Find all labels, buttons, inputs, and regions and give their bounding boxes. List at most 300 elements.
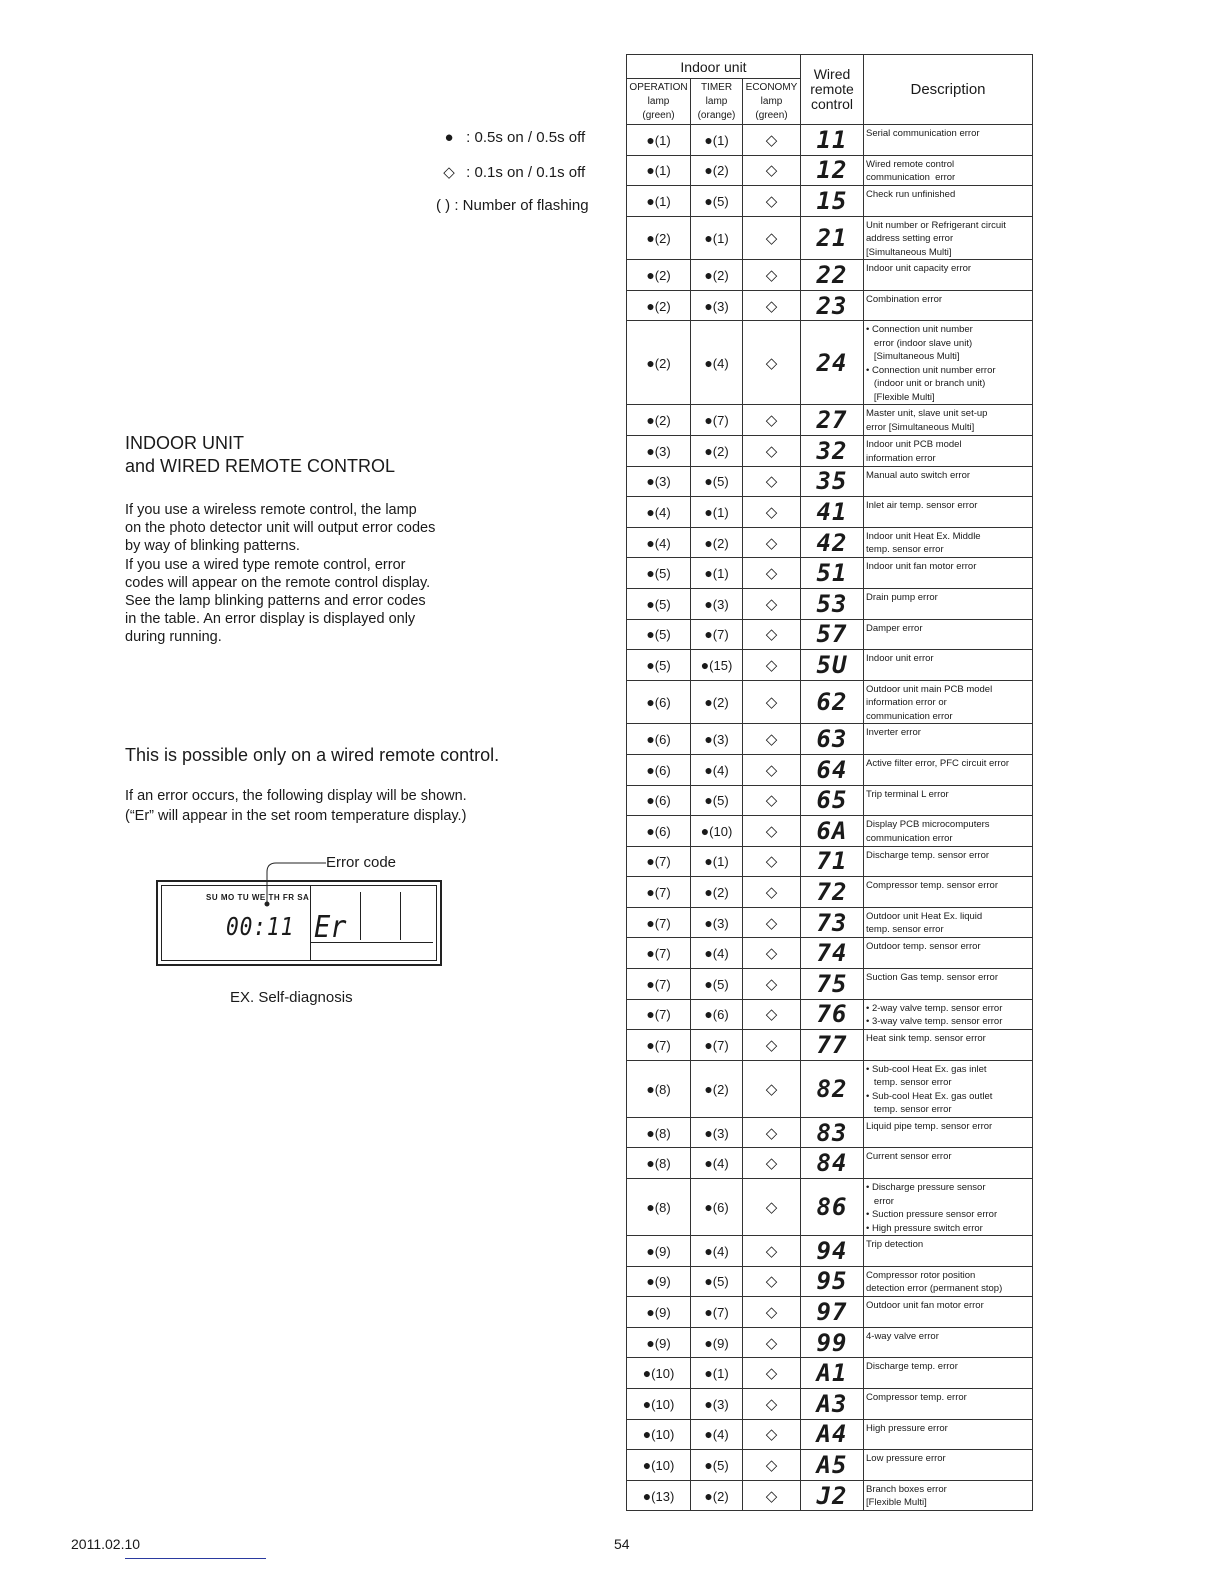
description-line: • Discharge pressure sensor [866, 1182, 986, 1194]
paragraph-line: during running. [125, 629, 222, 646]
diamond-icon: ◇ [765, 504, 778, 522]
timer-lamp-cell [691, 466, 743, 497]
filled-dot-icon: ● [646, 534, 655, 551]
operation-lamp-cell [627, 816, 691, 847]
description-cell [864, 1389, 1033, 1420]
header-line: (green) [642, 109, 675, 121]
diamond-icon: ◇ [765, 731, 778, 749]
diamond-icon: ◇ [765, 595, 778, 613]
economy-lamp-cell [743, 907, 801, 938]
error-code-cell: 21 [801, 216, 864, 260]
timer-lamp-cell [691, 999, 743, 1030]
flash-count: (5) [654, 658, 671, 674]
timer-lamp-cell [691, 155, 743, 186]
economy-lamp-cell [743, 1236, 801, 1267]
filled-dot-icon: ● [704, 1124, 713, 1141]
diamond-icon: ◇ [765, 1456, 778, 1474]
filled-dot-icon: ● [704, 1304, 713, 1321]
description-line: Heat sink temp. sensor error [866, 1033, 986, 1045]
diamond-icon: ◇ [765, 1037, 778, 1055]
operation-lamp-cell [627, 1327, 691, 1358]
filled-dot-icon: ● [700, 657, 710, 674]
description-cell [864, 754, 1033, 785]
table-row [627, 290, 1033, 321]
operation-lamp-cell [627, 405, 691, 436]
flash-count: (1) [712, 505, 729, 521]
economy-lamp-cell [743, 1389, 801, 1420]
filled-dot-icon: ● [704, 354, 713, 371]
timer-lamp-cell [691, 680, 743, 724]
description-line: Indoor unit error [866, 653, 934, 665]
timer-lamp-cell [691, 619, 743, 650]
economy-lamp-cell [743, 1297, 801, 1328]
table-row [627, 877, 1033, 908]
description-line: Suction Gas temp. sensor error [866, 972, 998, 984]
description-cell [864, 1358, 1033, 1389]
timer-lamp-cell [691, 125, 743, 156]
filled-dot-icon: ● [704, 412, 713, 429]
error-code-cell: 23 [801, 290, 864, 321]
economy-lamp-cell [743, 816, 801, 847]
description-cell [864, 938, 1033, 969]
description-cell [864, 558, 1033, 589]
description-cell [864, 290, 1033, 321]
filled-dot-icon: ● [646, 504, 655, 521]
diamond-icon: ◇ [765, 1006, 778, 1024]
legend-flash-fast [436, 163, 616, 181]
flash-count: (2) [654, 355, 671, 371]
filled-dot-icon: ● [704, 1426, 713, 1443]
economy-lamp-cell [743, 650, 801, 681]
filled-dot-icon: ● [704, 1334, 713, 1351]
description-line: temp. sensor error [866, 1077, 952, 1089]
error-code-cell: 74 [801, 938, 864, 969]
table-row [627, 1266, 1033, 1297]
operation-lamp-cell [627, 436, 691, 467]
diamond-icon: ◇ [765, 822, 778, 840]
economy-lamp-cell [743, 216, 801, 260]
operation-lamp-cell [627, 969, 691, 1000]
flash-count: (5) [712, 193, 729, 209]
description-cell [864, 680, 1033, 724]
description-cell [864, 816, 1033, 847]
filled-dot-icon: ● [646, 595, 655, 612]
description-line: error [Simultaneous Multi] [866, 421, 975, 433]
table-row [627, 1389, 1033, 1420]
filled-dot-icon: ● [704, 297, 713, 314]
economy-lamp-cell [743, 1450, 801, 1481]
flash-count: (9) [654, 1274, 671, 1290]
flash-count: (3) [654, 443, 671, 459]
economy-lamp-cell [743, 846, 801, 877]
flash-count: (7) [654, 946, 671, 962]
flash-count: (4) [654, 535, 671, 551]
economy-lamp-cell [743, 1030, 801, 1061]
economy-lamp-cell [743, 999, 801, 1030]
flash-count: (5) [712, 1457, 729, 1473]
filled-dot-icon: ● [704, 1273, 713, 1290]
flash-count: (4) [654, 505, 671, 521]
flash-count: (2) [712, 885, 729, 901]
diamond-icon: ◇ [765, 1487, 778, 1505]
filled-dot-icon: ● [646, 1242, 655, 1259]
description-line: Indoor unit capacity error [866, 263, 972, 275]
error-code-cell: 41 [801, 497, 864, 528]
lcd-divider [310, 942, 433, 943]
filled-dot-icon: ● [704, 1199, 713, 1216]
diamond-icon: ◇ [765, 945, 778, 963]
flash-count: (7) [654, 915, 671, 931]
filled-dot-icon: ● [646, 1080, 655, 1097]
operation-lamp-cell [627, 1480, 691, 1511]
error-code-cell: A4 [801, 1419, 864, 1450]
paragraph-line: by way of blinking patterns. [125, 538, 300, 555]
filled-dot-icon: ● [704, 1037, 713, 1054]
description-cell [864, 877, 1033, 908]
flash-count: (4) [712, 355, 729, 371]
error-code-cell: 84 [801, 1148, 864, 1179]
description-line: [Simultaneous Multi] [866, 246, 952, 258]
filled-dot-icon: ● [704, 565, 713, 582]
operation-lamp-cell [627, 155, 691, 186]
flash-count: (5) [712, 976, 729, 992]
description-cell [864, 785, 1033, 816]
flash-count: (7) [654, 1038, 671, 1054]
timer-lamp-cell [691, 877, 743, 908]
description-cell [864, 216, 1033, 260]
filled-dot-icon: ● [704, 504, 713, 521]
filled-dot-icon: ● [646, 626, 655, 643]
flash-count: (7) [654, 1007, 671, 1023]
description-cell [864, 724, 1033, 755]
operation-lamp-cell [627, 497, 691, 528]
flash-count: (9) [654, 1305, 671, 1321]
heading-line: INDOOR UNIT [125, 433, 244, 453]
table-row [627, 907, 1033, 938]
lcd-caption: EX. Self-diagnosis [230, 989, 353, 1006]
filled-dot-icon: ● [646, 731, 655, 748]
filled-dot-icon: ● [704, 1395, 713, 1412]
description-line: Serial communication error [866, 128, 980, 139]
diamond-icon: ◇ [765, 473, 778, 491]
flash-count: (1) [654, 193, 671, 209]
description-cell [864, 260, 1033, 291]
economy-lamp-cell [743, 290, 801, 321]
filled-dot-icon: ● [646, 473, 655, 490]
description-line: Inverter error [866, 727, 921, 739]
timer-lamp-cell [691, 497, 743, 528]
economy-lamp-cell [743, 877, 801, 908]
economy-lamp-cell [743, 1419, 801, 1450]
table-row [627, 1358, 1033, 1389]
flash-count: (3) [712, 1125, 729, 1141]
filled-dot-icon: ● [704, 192, 713, 209]
description-line: • 2-way valve temp. sensor error [866, 1002, 1003, 1014]
description-line: Indoor unit PCB model [866, 439, 962, 451]
table-row [627, 969, 1033, 1000]
description-line: • Sub-cool Heat Ex. gas outlet [866, 1090, 993, 1102]
heading-line: and WIRED REMOTE CONTROL [125, 456, 396, 476]
error-code-cell: 53 [801, 589, 864, 620]
filled-dot-icon: ● [704, 914, 713, 931]
flash-count: (2) [654, 268, 671, 284]
table-row [627, 846, 1033, 877]
error-code-cell: 65 [801, 785, 864, 816]
operation-lamp-cell [627, 1030, 691, 1061]
flash-count: (6) [654, 823, 671, 839]
description-line: • High pressure switch error [866, 1222, 983, 1234]
legend-text: : 0.1s on / 0.1s off [466, 164, 586, 181]
timer-lamp-cell [691, 527, 743, 558]
description-line: [Simultaneous Multi] [866, 351, 960, 363]
table-row [627, 558, 1033, 589]
filled-dot-icon: ● [646, 162, 655, 179]
lcd-weekdays: SU MO TU WE TH FR SA [206, 893, 310, 902]
flash-count: (8) [654, 1081, 671, 1097]
flash-count: (5) [654, 596, 671, 612]
diamond-icon: ◇ [765, 1334, 778, 1352]
filled-dot-icon: ● [646, 914, 655, 931]
header-wired-remote [801, 55, 864, 125]
filled-dot-icon: ● [646, 354, 655, 371]
filled-dot-icon: ● [646, 853, 655, 870]
operation-lamp-cell [627, 1266, 691, 1297]
table-row [627, 1236, 1033, 1267]
operation-lamp-cell [627, 186, 691, 217]
diamond-icon: ◇ [765, 1426, 778, 1444]
table-row [627, 260, 1033, 291]
operation-lamp-cell [627, 260, 691, 291]
description-line: Indoor unit Heat Ex. Middle [866, 530, 981, 542]
economy-lamp-cell [743, 558, 801, 589]
diamond-icon: ◇ [765, 412, 778, 430]
description-cell [864, 405, 1033, 436]
diamond-icon: ◇ [765, 792, 778, 810]
flash-count: (2) [654, 413, 671, 429]
header-line: ECONOMY [745, 81, 798, 93]
error-code-cell: 35 [801, 466, 864, 497]
timer-lamp-cell [691, 650, 743, 681]
diamond-icon: ◇ [765, 1199, 778, 1217]
description-line: Drain pump error [866, 592, 938, 604]
filled-dot-icon: ● [646, 1155, 655, 1172]
timer-lamp-cell [691, 1358, 743, 1389]
diamond-icon: ◇ [765, 1124, 778, 1142]
table-row [627, 785, 1033, 816]
flash-count: (3) [654, 474, 671, 490]
economy-lamp-cell [743, 680, 801, 724]
parenthesis-icon: ( ) [436, 197, 451, 214]
economy-lamp-cell [743, 589, 801, 620]
flash-count: (6) [654, 793, 671, 809]
description-cell [864, 527, 1033, 558]
timer-lamp-cell [691, 216, 743, 260]
paragraph-line: If you use a wireless remote control, the lamp [125, 502, 417, 518]
operation-lamp-cell [627, 1236, 691, 1267]
timer-lamp-cell [691, 1389, 743, 1420]
table-row [627, 754, 1033, 785]
filled-dot-icon: ● [704, 694, 713, 711]
error-code-cell: J2 [801, 1480, 864, 1511]
timer-lamp-cell [691, 1419, 743, 1450]
timer-lamp-cell [691, 1148, 743, 1179]
table-row [627, 999, 1033, 1030]
operation-lamp-cell [627, 216, 691, 260]
description-cell [864, 1148, 1033, 1179]
operation-lamp-cell [627, 527, 691, 558]
error-code-cell: 95 [801, 1266, 864, 1297]
description-cell [864, 589, 1033, 620]
filled-dot-icon: ● [646, 694, 655, 711]
error-code-cell: 73 [801, 907, 864, 938]
timer-lamp-cell [691, 816, 743, 847]
filled-dot-icon: ● [646, 822, 655, 839]
paragraph-line: in the table. An error display is displayed only [125, 611, 416, 628]
flash-count: (9) [712, 1335, 729, 1351]
filled-dot-icon: ● [704, 162, 713, 179]
description-line: Low pressure error [866, 1453, 946, 1465]
timer-lamp-cell [691, 785, 743, 816]
operation-lamp-cell [627, 466, 691, 497]
flash-count: (3) [712, 1396, 729, 1412]
wired-paragraph [125, 787, 467, 826]
filled-dot-icon: ● [646, 131, 655, 148]
economy-lamp-cell [743, 1480, 801, 1511]
filled-dot-icon: ● [646, 761, 655, 778]
flash-count: (8) [654, 1200, 671, 1216]
flash-count: (1) [712, 566, 729, 582]
economy-lamp-cell [743, 527, 801, 558]
error-code-cell: 76 [801, 999, 864, 1030]
flash-count: (2) [712, 1081, 729, 1097]
paragraph-line: (“Er” will appear in the set room temperature display.) [125, 807, 467, 824]
header-line: TIMER [700, 81, 733, 93]
operation-lamp-cell [627, 1060, 691, 1117]
filled-dot-icon: ● [704, 1487, 713, 1504]
table-row [627, 155, 1033, 186]
timer-lamp-cell [691, 1179, 743, 1236]
filled-dot-icon: ● [704, 626, 713, 643]
table-row [627, 436, 1033, 467]
flash-count: (4) [712, 946, 729, 962]
lcd-er-code: Er [314, 910, 347, 945]
page-number: 54 [614, 1536, 630, 1552]
operation-lamp-cell [627, 589, 691, 620]
description-cell [864, 1327, 1033, 1358]
economy-lamp-cell [743, 1358, 801, 1389]
filled-dot-icon: ● [700, 822, 710, 839]
description-line: communication error [866, 710, 953, 722]
filled-dot-icon: ● [704, 230, 713, 247]
economy-lamp-cell [743, 1179, 801, 1236]
filled-dot-icon: ● [704, 534, 713, 551]
timer-lamp-cell [691, 1450, 743, 1481]
diamond-icon: ◇ [765, 1273, 778, 1291]
operation-lamp-cell [627, 999, 691, 1030]
description-line: Display PCB microcomputers [866, 819, 990, 831]
flash-count: (13) [651, 1488, 675, 1504]
description-cell [864, 1480, 1033, 1511]
timer-lamp-cell [691, 724, 743, 755]
description-line: Damper error [866, 622, 923, 634]
flash-count: (10) [651, 1427, 675, 1443]
description-line: error (indoor slave unit) [866, 337, 973, 349]
operation-lamp-cell [627, 1389, 691, 1420]
header-operation-lamp [627, 79, 691, 125]
legend-text: : 0.5s on / 0.5s off [466, 129, 586, 146]
description-line: Outdoor unit Heat Ex. liquid [866, 910, 983, 922]
description-line: Compressor rotor position [866, 1269, 976, 1281]
table-row [627, 405, 1033, 436]
operation-lamp-cell [627, 1179, 691, 1236]
error-code-cell: 64 [801, 754, 864, 785]
economy-lamp-cell [743, 436, 801, 467]
table-row [627, 1117, 1033, 1148]
economy-lamp-cell [743, 938, 801, 969]
header-line: OPERATION [629, 81, 688, 93]
flash-count: (1) [654, 132, 671, 148]
timer-lamp-cell [691, 1266, 743, 1297]
header-timer-lamp [691, 79, 743, 125]
flash-count: (6) [712, 1200, 729, 1216]
error-code-cell: 97 [801, 1297, 864, 1328]
filled-dot-icon: ● [646, 230, 655, 247]
filled-dot-icon: ● [704, 267, 713, 284]
table-row [627, 186, 1033, 217]
lcd-divider [400, 892, 401, 940]
header-line: lamp [760, 95, 783, 107]
diamond-icon: ◇ [765, 354, 778, 372]
flash-count: (3) [712, 596, 729, 612]
description-cell [864, 1117, 1033, 1148]
error-code-cell: 62 [801, 680, 864, 724]
operation-lamp-cell [627, 1297, 691, 1328]
flash-count: (10) [651, 1457, 675, 1473]
economy-lamp-cell [743, 155, 801, 186]
diamond-icon: ◇ [765, 657, 778, 675]
header-line: (green) [755, 109, 788, 121]
filled-dot-icon: ● [646, 657, 655, 674]
flash-count: (5) [712, 1274, 729, 1290]
description-cell [864, 846, 1033, 877]
intro-paragraph [125, 501, 485, 647]
description-cell [864, 497, 1033, 528]
header-description: Description [864, 55, 1033, 125]
error-code-cell: 42 [801, 527, 864, 558]
description-line: Branch boxes error [866, 1483, 947, 1495]
timer-lamp-cell [691, 1480, 743, 1511]
header-line: Wired [813, 66, 851, 82]
filled-dot-icon: ● [704, 945, 713, 962]
flash-count: (5) [654, 627, 671, 643]
paragraph-line: If an error occurs, the following display will be shown. [125, 788, 467, 804]
description-line: 4-way valve error [866, 1330, 939, 1342]
description-line: information error [866, 452, 936, 464]
filled-dot-icon: ● [704, 1006, 713, 1023]
filled-dot-icon: ● [704, 853, 713, 870]
flash-count: (2) [654, 298, 671, 314]
description-line: Compressor temp. error [866, 1392, 967, 1403]
operation-lamp-cell [627, 1148, 691, 1179]
filled-dot-icon: ● [704, 884, 713, 901]
filled-dot-icon: ● [646, 1273, 655, 1290]
filled-dot-icon: ● [646, 1334, 655, 1351]
description-line: Indoor unit fan motor error [866, 561, 977, 573]
error-code-cell: 82 [801, 1060, 864, 1117]
error-code-cell: 77 [801, 1030, 864, 1061]
flash-count: (6) [654, 762, 671, 778]
diamond-icon: ◇ [765, 534, 778, 552]
